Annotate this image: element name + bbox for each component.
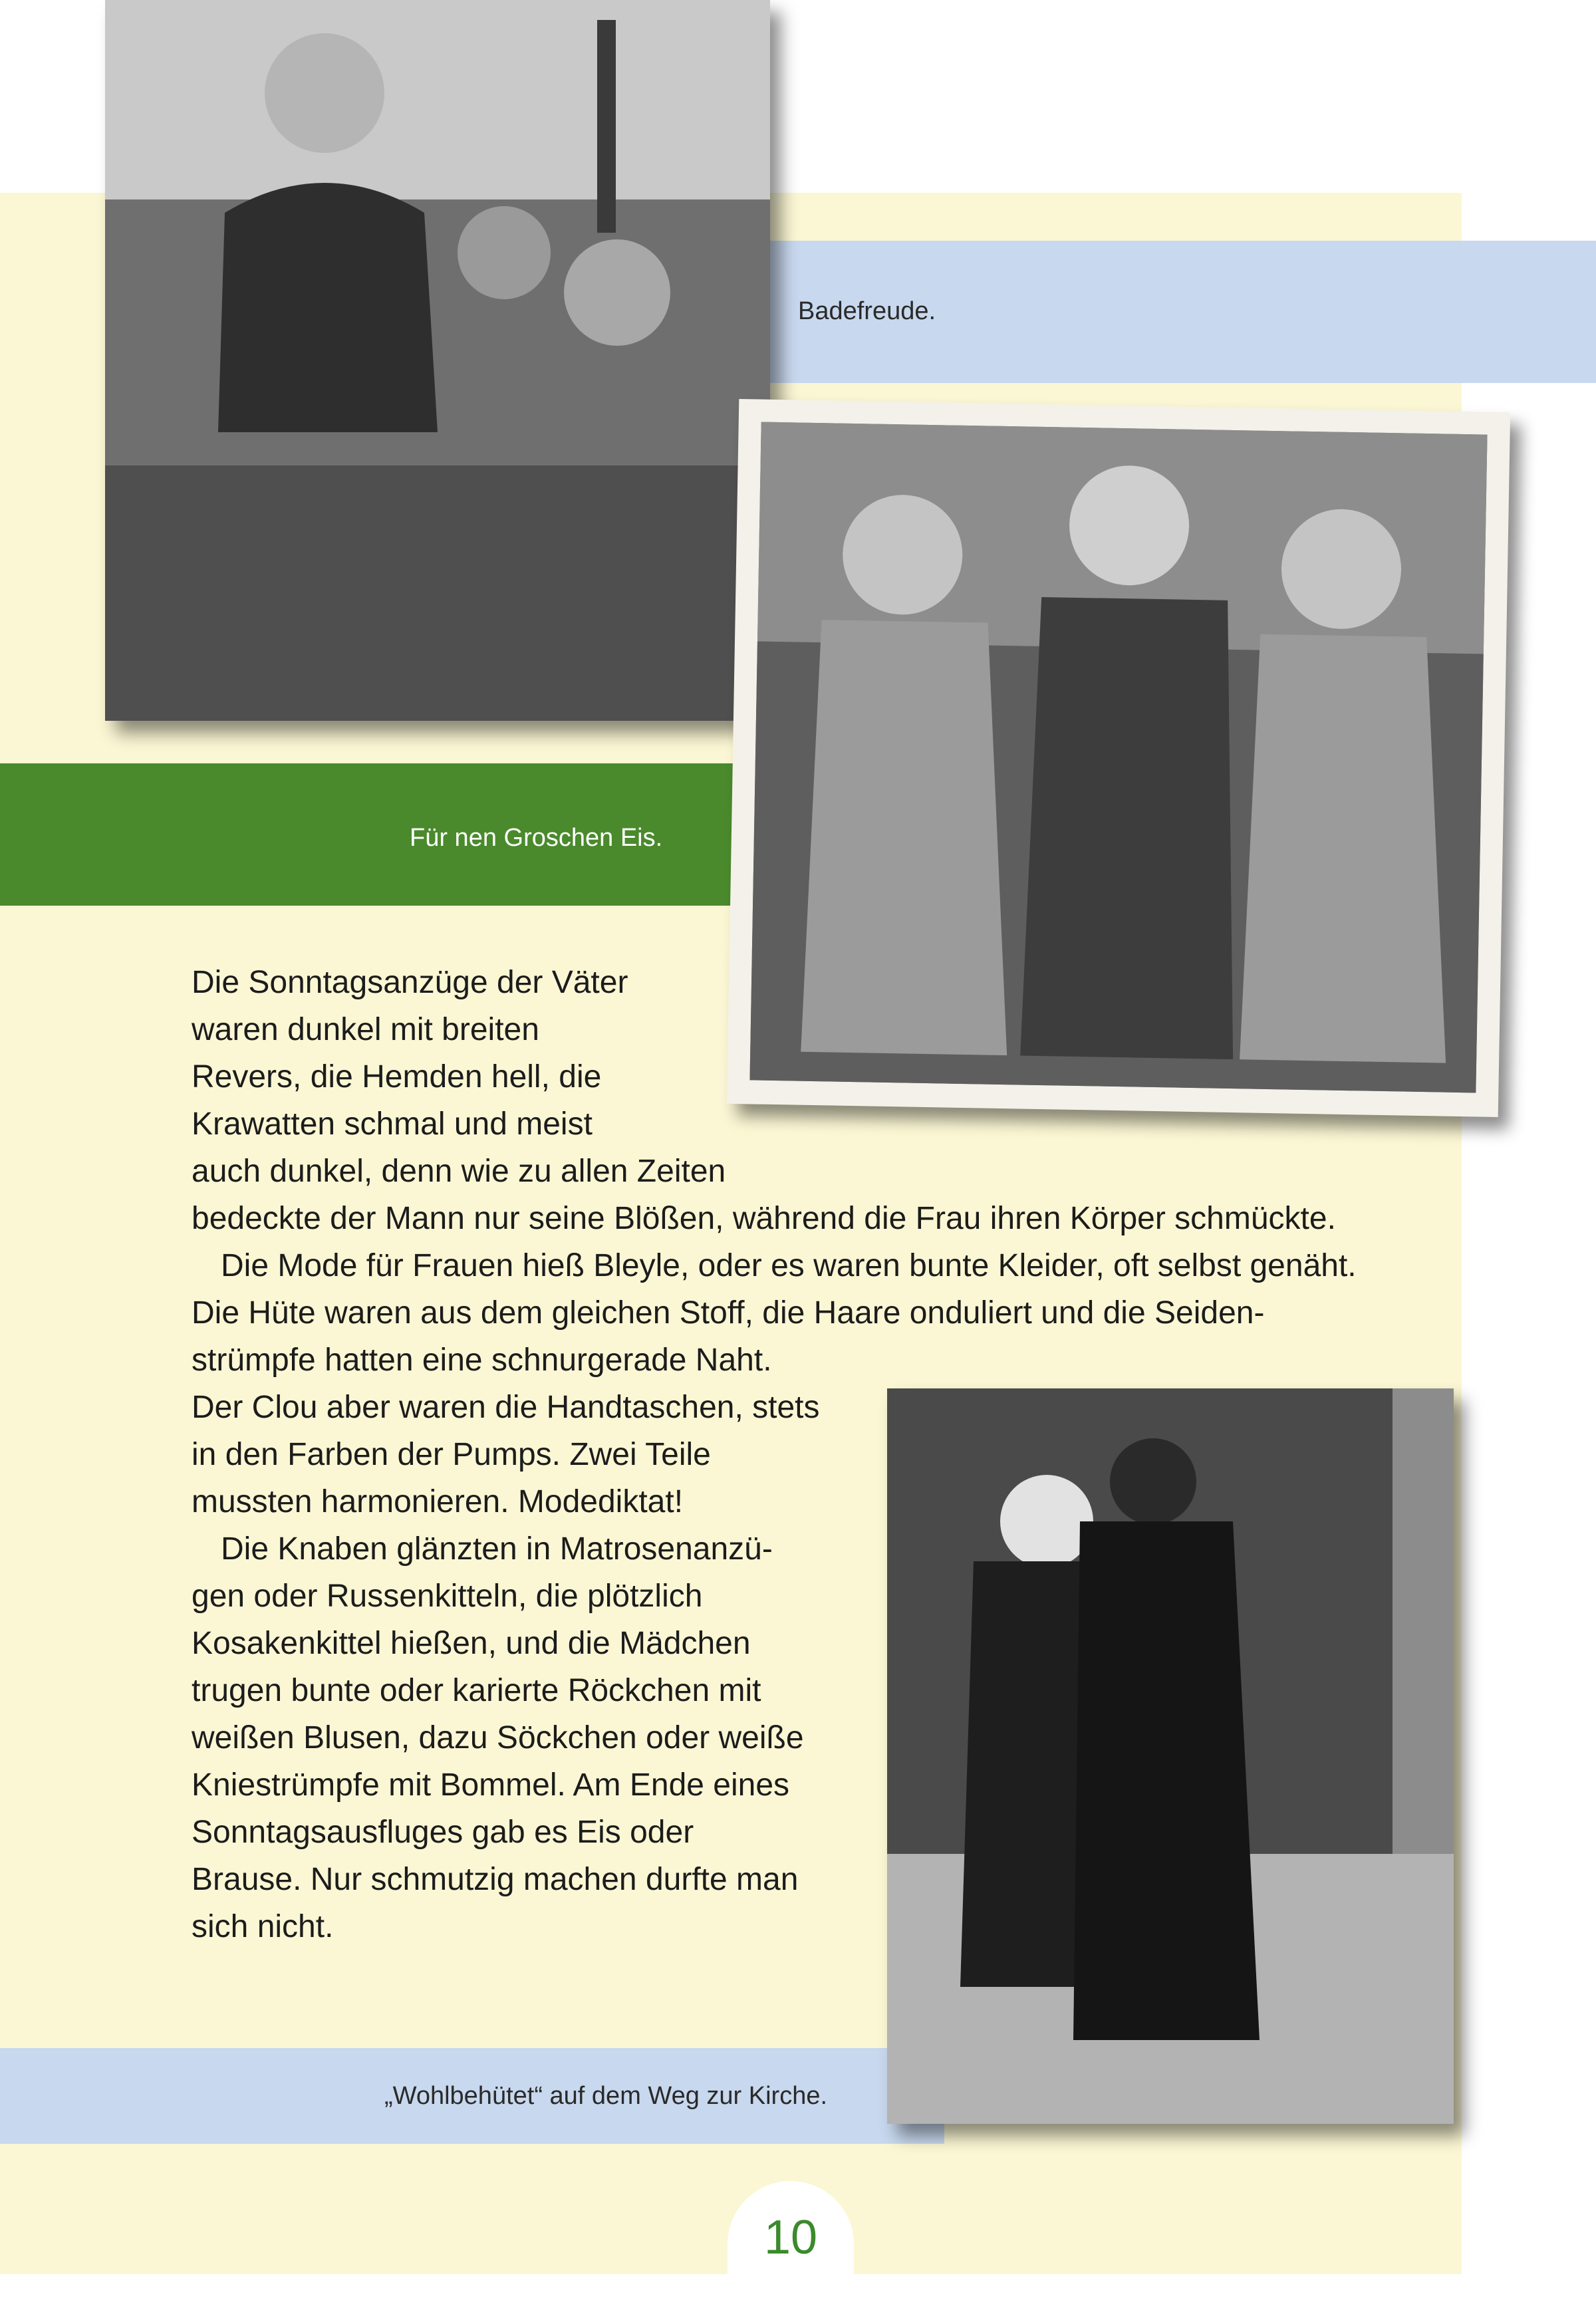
body-line: trugen bunte oder karierte Röckchen mit xyxy=(192,1673,761,1708)
photo-bathing xyxy=(105,0,770,721)
body-line: weißen Blusen, dazu Söckchen oder weiße xyxy=(192,1720,804,1755)
body-line: auch dunkel, denn wie zu allen Zeiten xyxy=(192,1154,726,1189)
caption-eis: Für nen Groschen Eis. xyxy=(410,824,663,852)
body-line: strümpfe hatten eine schnurgerade Naht. xyxy=(192,1343,772,1378)
body-line: Brause. Nur schmutzig machen durfte man xyxy=(192,1862,799,1897)
body-line: mussten harmonieren. Modediktat! xyxy=(192,1484,684,1519)
body-line: sich nicht. xyxy=(192,1909,334,1944)
body-line: Kosakenkittel hießen, und die Mädchen xyxy=(192,1626,751,1661)
body-line: Die Knaben glänzten in Matrosenanzü- xyxy=(221,1531,773,1567)
body-line: Revers, die Hemden hell, die xyxy=(192,1059,602,1095)
body-line: Kniestrümpfe mit Bommel. Am Ende eines xyxy=(192,1767,790,1803)
caption-badefreude: Badefreude. xyxy=(798,297,936,325)
page-number: 10 xyxy=(728,2181,854,2294)
caption-kirche: „Wohlbehütet“ auf dem Weg zur Kirche. xyxy=(384,2082,828,2110)
body-line: Sonntagsausfluges gab es Eis oder xyxy=(192,1815,694,1850)
body-line: Krawatten schmal und meist xyxy=(192,1106,593,1142)
body-text-upper xyxy=(192,959,1357,1950)
body-line: bedeckte der Mann nur seine Blößen, während die Frau ihren Körper schmückte. xyxy=(192,1201,1336,1236)
body-line: gen oder Russenkitteln, die plötzlich xyxy=(192,1579,703,1614)
body-line: Die Hüte waren aus dem gleichen Stoff, die Haare onduliert und die Seiden- xyxy=(192,1295,1265,1331)
body-line: Der Clou aber waren die Handtaschen, stets xyxy=(192,1390,820,1425)
body-line: waren dunkel mit breiten xyxy=(192,1012,539,1047)
body-line: Die Mode für Frauen hieß Bleyle, oder es waren bunte Kleider, oft selbst genäht. xyxy=(221,1248,1357,1283)
photo-bathing-graphic xyxy=(105,0,770,721)
body-line: Die Sonntagsanzüge der Väter xyxy=(192,965,628,1000)
body-line: in den Farben der Pumps. Zwei Teile xyxy=(192,1437,711,1472)
